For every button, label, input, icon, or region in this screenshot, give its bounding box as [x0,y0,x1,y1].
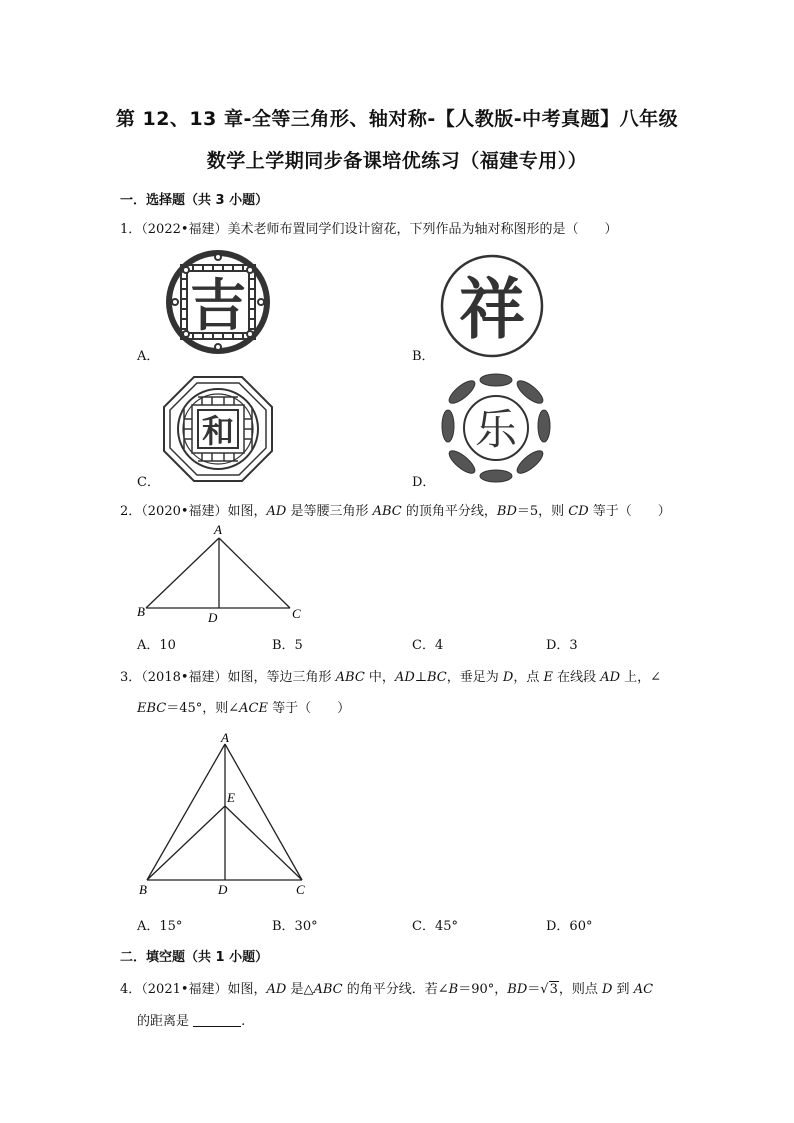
section-heading-choice: 一．选择题（共 3 小题） [120,193,269,208]
q2-option-d[interactable]: D．3 [546,638,578,653]
window-flower-he-figure [162,375,274,483]
label-c: C [292,606,301,621]
label-b: B [139,882,147,897]
window-flower-xiang-figure [438,254,546,358]
question-3-triangle-diagram [134,728,314,900]
question-2-triangle-diagram [130,522,310,626]
window-flower-ji-figure [163,249,273,355]
question-1-text: 1．（2022•福建）美术老师布置同学们设计窗花，下列作品为轴对称图形的是（ ） [120,222,618,237]
section-heading-fill-in: 二．填空题（共 1 小题） [120,950,269,965]
ji-glyph: 吉 [190,274,246,339]
q3-option-a[interactable]: A．15° [137,919,183,934]
segment-be [147,806,225,880]
q2-option-b[interactable]: B．5 [272,638,303,653]
label-d: D [218,882,228,897]
q1-option-a[interactable]: A． [137,349,160,364]
question-2-text: 2．（2020•福建）如图，AD 是等腰三角形 ABC 的顶角平分线，BD＝5，则 CD 等于（ ） [120,504,671,519]
le-glyph: 乐 [474,405,518,454]
q2-option-c[interactable]: C．4 [412,638,444,653]
q1-option-c[interactable]: C． [137,475,160,490]
q3-option-c[interactable]: C．45° [412,919,458,934]
segment-ce [225,806,302,880]
sqrt-expression: √3 [540,982,558,997]
question-4-text-line-1: 4．（2021•福建）如图，AD 是△ABC 的角平分线．若∠B＝90°，BD＝√3，则点 D 到 AC [120,982,654,997]
label-e: E [227,790,235,805]
label-b: B [137,604,145,619]
xiang-glyph: 祥 [459,270,525,348]
question-3-text-line-1: 3．（2018•福建）如图，等边三角形 ABC 中，AD⊥BC，垂足为 D，点 E 在线段 AD 上，∠ [120,670,662,685]
answer-blank[interactable] [193,1014,241,1027]
side-ac [225,744,302,880]
document-title-line-1: 第 12、13 章-全等三角形、轴对称-【人教版-中考真题】八年级 [115,108,679,130]
question-4-text-line-2: 的距离是 . [137,1014,246,1029]
question-3-text-line-2: EBC＝45°，则∠ACE 等于（ ） [137,701,351,716]
label-a: A [214,522,222,537]
q3-option-d[interactable]: D．60° [546,919,593,934]
he-glyph: 和 [201,412,235,450]
q1-option-b[interactable]: B． [412,349,435,364]
q3-option-b[interactable]: B．30° [272,919,318,934]
label-a: A [221,730,229,745]
side-ab [146,538,219,608]
side-ac [219,538,290,608]
document-title-line-2: 数学上学期同步备课培优练习（福建专用）） [206,150,588,172]
q1-option-d[interactable]: D． [412,475,436,490]
q2-option-a[interactable]: A．10 [137,638,176,653]
label-c: C [296,882,305,897]
label-d: D [208,610,218,625]
window-flower-le-figure [438,372,554,484]
side-ab [147,744,225,880]
